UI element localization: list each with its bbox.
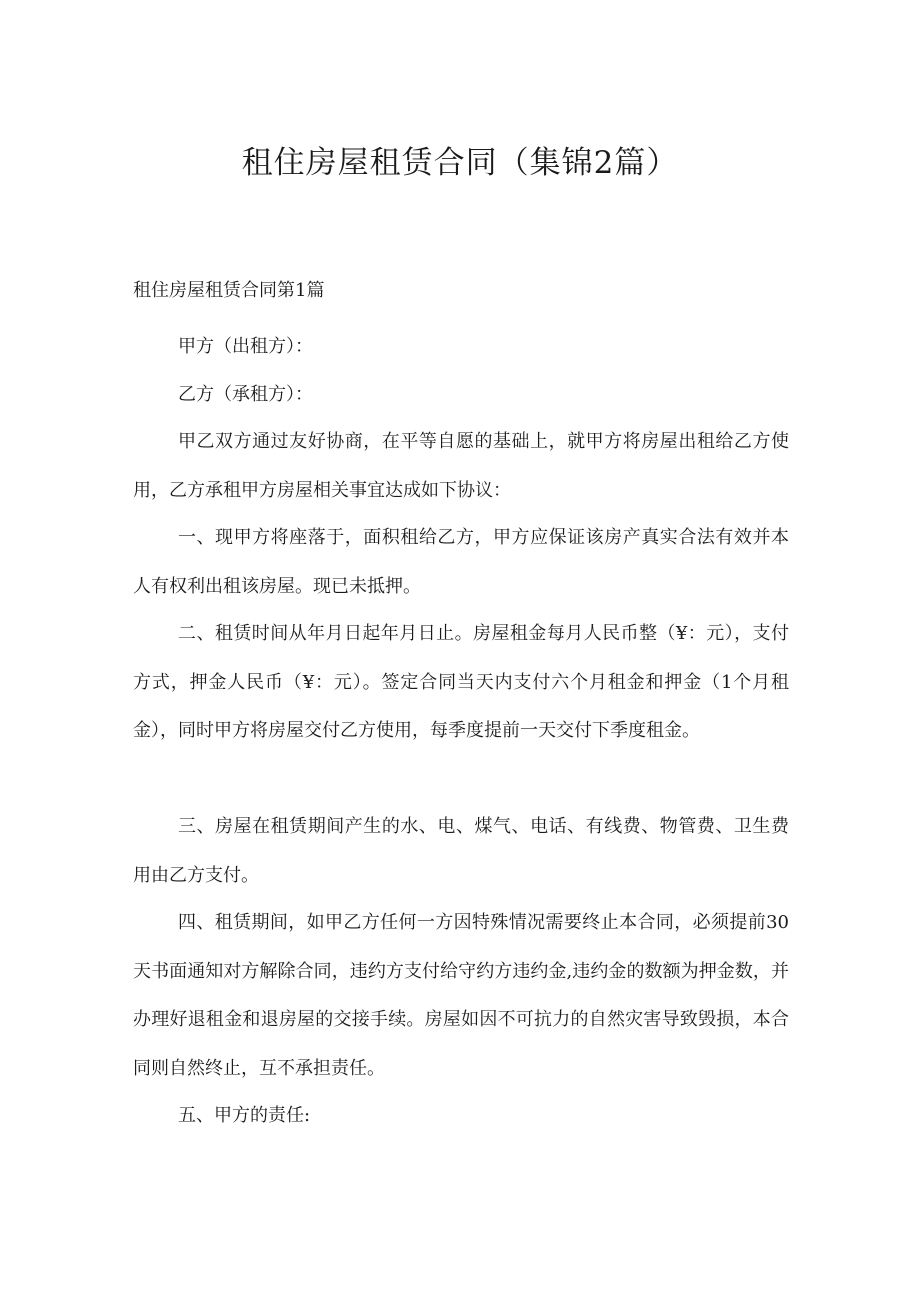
article-2-paragraph: 二、租赁时间从年月日起年月日止。房屋租金每月人民币整（¥：元），支付方式，押金人民币（¥：元）。签定合同当天内支付六个月租金和押金（1个月租金），同时甲方将房屋交付乙方使用，每季度提前一天交付下季度租金。 bbox=[133, 623, 789, 741]
intro-paragraph: 甲乙双方通过友好协商，在平等自愿的基础上，就甲方将房屋出租给乙方使用，乙方承租甲方房屋相关事宜达成如下协议： bbox=[133, 431, 789, 501]
article-4-paragraph: 四、租赁期间，如甲乙方任何一方因特殊情况需要终止本合同，必须提前30天书面通知对方解除合同，违约方支付给守约方违约金,违约金的数额为押金数，并办理好退租金和退房屋的交接手续。房屋如因不可抗力的自然灾害导致毁损，本合同则自然终止，互不承担责任。 bbox=[133, 912, 789, 1079]
party-b-line: 乙方（承租方）： bbox=[178, 384, 313, 405]
section-heading: 租住房屋租赁合同第1篇 bbox=[133, 280, 325, 301]
document-title: 租住房屋租赁合同（集锦2篇） bbox=[241, 145, 679, 181]
party-a-line: 甲方（出租方）： bbox=[178, 336, 313, 357]
article-5-heading: 五、甲方的责任: bbox=[178, 1105, 311, 1126]
article-1-paragraph: 一、现甲方将座落于，面积租给乙方，甲方应保证该房产真实合法有效并本人有权利出租该房屋。现已未抵押。 bbox=[133, 527, 789, 597]
article-3-paragraph: 三、房屋在租赁期间产生的水、电、煤气、电话、有线费、物管费、卫生费用由乙方支付。 bbox=[133, 816, 789, 886]
